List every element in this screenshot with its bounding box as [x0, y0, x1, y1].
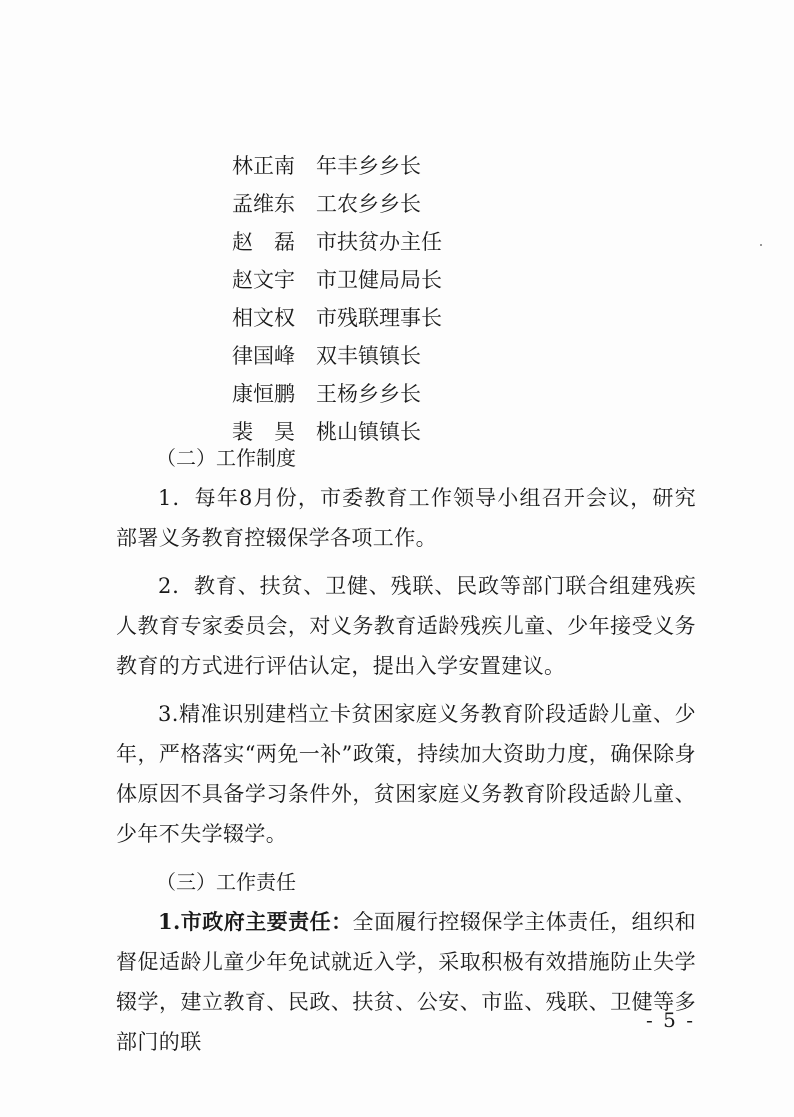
member-row [232, 222, 442, 260]
member-name: 裴 昊 [232, 420, 295, 444]
paragraph-lead: 1.市政府主要责任： [158, 909, 353, 934]
paragraph-text: 全面履行控辍保学主体责任，组织和督促适龄儿童少年免试就近入学，采取积极有效措施防止失学辍学，建立教育、民政、扶贫、公安、市监、残联、卫健等多部门的联 [116, 910, 696, 1054]
member-row [232, 374, 442, 412]
member-title: 年丰乡乡长 [316, 154, 421, 178]
paragraph-item: 2．教育、扶贫、卫健、残联、民政等部门联合组建残疾人教育专家委员会，对义务教育适龄残疾儿童、少年接受义务教育的方式进行评估认定，提出入学安置建议。 [116, 574, 696, 678]
member-list [232, 146, 442, 450]
section-heading-work-responsibility: （三）工作责任 [156, 870, 296, 894]
member-row [232, 336, 442, 374]
member-name: 律国峰 [232, 344, 295, 368]
member-name: 相文权 [232, 306, 295, 330]
section-heading-work-system: （二）工作制度 [156, 446, 296, 470]
member-name: 林正南 [232, 154, 295, 178]
member-title: 工农乡乡长 [316, 192, 421, 216]
body-content [116, 438, 696, 1062]
page-number: - 5 - [646, 1008, 695, 1032]
member-title: 市残联理事长 [316, 306, 442, 330]
member-title: 市卫健局局长 [316, 268, 442, 292]
paragraph-item: 3.精准识别建档立卡贫困家庭义务教育阶段适龄儿童、少年，严格落实“两免一补”政策，持续加大资助力度，确保除身体原因不具备学习条件外，贫困家庭义务教育阶段适龄儿童、少年不失学辍学。 [116, 702, 696, 846]
member-title: 王杨乡乡长 [316, 382, 421, 406]
member-name: 赵 磊 [232, 230, 295, 254]
member-title: 桃山镇镇长 [316, 420, 421, 444]
member-row [232, 260, 442, 298]
scan-speck [760, 244, 762, 246]
member-row [232, 298, 442, 336]
paragraph-item [116, 902, 696, 1062]
member-name: 康恒鹏 [232, 382, 295, 406]
member-name: 孟维东 [232, 192, 295, 216]
member-title: 双丰镇镇长 [316, 344, 421, 368]
member-title: 市扶贫办主任 [316, 230, 442, 254]
member-name: 赵文宇 [232, 268, 295, 292]
member-row [232, 146, 442, 184]
member-row [232, 184, 442, 222]
paragraph-item: 1．每年8月份，市委教育工作领导小组召开会议，研究部署义务教育控辍保学各项工作。 [116, 486, 696, 550]
